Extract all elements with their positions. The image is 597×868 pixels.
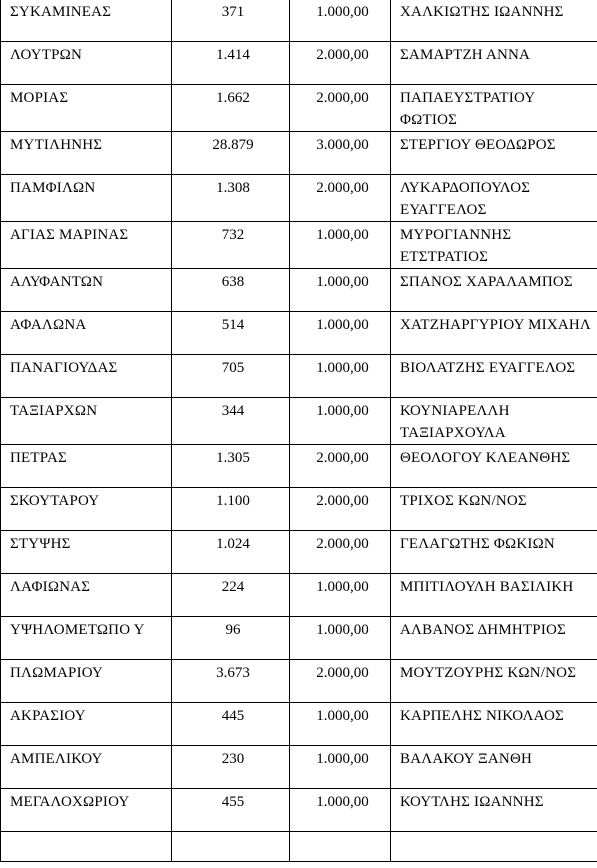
person-name-cell: ΚΟΥΤΛΗΣ ΙΩΑΝΝΗΣ bbox=[391, 789, 597, 832]
empty-cell bbox=[1, 832, 172, 862]
area-cell: ΑΚΡΑΣΙΟΥ bbox=[1, 703, 172, 746]
area-cell: ΣΚΟΥΤΑΡΟΥ bbox=[1, 488, 172, 531]
person-name-cell: ΠΑΠΑΕΥΣΤΡΑΤΙΟΥ ΦΩΤΙΟΣ bbox=[391, 85, 597, 132]
person-name-cell: ΚΑΡΠΕΛΗΣ ΝΙΚΟΛΑΟΣ bbox=[391, 703, 597, 746]
table-row bbox=[1, 355, 597, 398]
area-cell: ΠΑΜΦΙΛΩΝ bbox=[1, 175, 172, 222]
amount-cell: 2.000,00 bbox=[290, 85, 391, 132]
population-cell: 1.100 bbox=[172, 488, 290, 531]
person-name-cell: ΣΤΕΡΓΙΟΥ ΘΕΟΔΩΡΟΣ bbox=[391, 132, 597, 175]
area-cell: ΜΕΓΑΛΟΧΩΡΙΟΥ bbox=[1, 789, 172, 832]
amount-cell: 2.000,00 bbox=[290, 531, 391, 574]
area-cell: ΑΓΙΑΣ ΜΑΡΙΝΑΣ bbox=[1, 222, 172, 269]
table-row bbox=[1, 85, 597, 132]
amount-cell: 2.000,00 bbox=[290, 445, 391, 488]
population-cell: 1.662 bbox=[172, 85, 290, 132]
area-cell: ΤΑΞΙΑΡΧΩΝ bbox=[1, 398, 172, 445]
population-cell: 371 bbox=[172, 0, 290, 42]
population-cell: 455 bbox=[172, 789, 290, 832]
population-cell: 1.308 bbox=[172, 175, 290, 222]
person-name-cell: ΑΛΒΑΝΟΣ ΔΗΜΗΤΡΙΟΣ bbox=[391, 617, 597, 660]
area-cell: ΥΨΗΛΟΜΕΤΩΠΟ Υ bbox=[1, 617, 172, 660]
population-cell: 514 bbox=[172, 312, 290, 355]
person-name-cell: ΘΕΟΛΟΓΟΥ ΚΛΕΑΝΘΗΣ bbox=[391, 445, 597, 488]
empty-cell bbox=[172, 832, 290, 862]
person-name-cell: ΚΟΥΝΙΑΡΕΛΛΗ ΤΑΞΙΑΡΧΟΥΛΑ bbox=[391, 398, 597, 445]
person-name-cell: ΒΙΟΛΑΤΖΗΣ ΕΥΑΓΓΕΛΟΣ bbox=[391, 355, 597, 398]
table-row bbox=[1, 398, 597, 445]
amount-cell: 1.000,00 bbox=[290, 617, 391, 660]
area-cell: ΜΟΡΙΑΣ bbox=[1, 85, 172, 132]
population-cell: 28.879 bbox=[172, 132, 290, 175]
area-cell: ΑΛΥΦΑΝΤΩΝ bbox=[1, 269, 172, 312]
population-cell: 96 bbox=[172, 617, 290, 660]
person-name-cell: ΜΥΡΟΓΙΑΝΝΗΣ ΕΤΣΤΡΑΤΙΟΣ bbox=[391, 222, 597, 269]
area-cell: ΠΕΤΡΑΣ bbox=[1, 445, 172, 488]
amount-cell: 1.000,00 bbox=[290, 789, 391, 832]
person-name-cell: ΜΟΥΤΖΟΥΡΗΣ ΚΩΝ/ΝΟΣ bbox=[391, 660, 597, 703]
person-name-cell: ΓΕΛΑΓΩΤΗΣ ΦΩΚΙΩΝ bbox=[391, 531, 597, 574]
population-cell: 638 bbox=[172, 269, 290, 312]
table-row bbox=[1, 222, 597, 269]
area-cell: ΣΤΥΨΗΣ bbox=[1, 531, 172, 574]
amount-cell: 1.000,00 bbox=[290, 746, 391, 789]
amount-cell: 3.000,00 bbox=[290, 132, 391, 175]
amount-cell: 1.000,00 bbox=[290, 0, 391, 42]
amount-cell: 1.000,00 bbox=[290, 703, 391, 746]
population-cell: 1.305 bbox=[172, 445, 290, 488]
population-cell: 3.673 bbox=[172, 660, 290, 703]
area-cell: ΑΦΑΛΩΝΑ bbox=[1, 312, 172, 355]
person-name-cell: ΧΑΤΖΗΑΡΓΥΡΙΟΥ ΜΙΧΑΗΛ bbox=[391, 312, 597, 355]
table-row bbox=[1, 789, 597, 832]
empty-cell bbox=[391, 832, 597, 862]
amount-cell: 2.000,00 bbox=[290, 175, 391, 222]
person-name-cell: ΤΡΙΧΟΣ ΚΩΝ/ΝΟΣ bbox=[391, 488, 597, 531]
amount-cell: 1.000,00 bbox=[290, 355, 391, 398]
table-row bbox=[1, 617, 597, 660]
amount-cell: 1.000,00 bbox=[290, 269, 391, 312]
area-cell: ΠΛΩΜΑΡΙΟΥ bbox=[1, 660, 172, 703]
area-cell: ΛΑΦΙΩΝΑΣ bbox=[1, 574, 172, 617]
population-cell: 1.024 bbox=[172, 531, 290, 574]
table-row bbox=[1, 132, 597, 175]
person-name-cell: ΛΥΚΑΡΔΟΠΟΥΛΟΣ ΕΥΑΓΓΕΛΟΣ bbox=[391, 175, 597, 222]
table-row bbox=[1, 269, 597, 312]
amount-cell: 1.000,00 bbox=[290, 574, 391, 617]
table-row bbox=[1, 445, 597, 488]
amount-cell: 1.000,00 bbox=[290, 312, 391, 355]
table-row bbox=[1, 660, 597, 703]
table-row bbox=[1, 312, 597, 355]
amount-cell: 2.000,00 bbox=[290, 660, 391, 703]
area-cell: ΜΥΤΙΛΗΝΗΣ bbox=[1, 132, 172, 175]
area-cell: ΑΜΠΕΛΙΚΟΥ bbox=[1, 746, 172, 789]
population-cell: 705 bbox=[172, 355, 290, 398]
table-row bbox=[1, 42, 597, 85]
area-cell: ΣΥΚΑΜΙΝΕΑΣ bbox=[1, 0, 172, 42]
population-cell: 230 bbox=[172, 746, 290, 789]
amount-cell: 2.000,00 bbox=[290, 488, 391, 531]
empty-cell bbox=[290, 832, 391, 862]
table-row bbox=[1, 488, 597, 531]
population-cell: 344 bbox=[172, 398, 290, 445]
population-cell: 1.414 bbox=[172, 42, 290, 85]
person-name-cell: ΧΑΛΚΙΩΤΗΣ ΙΩΑΝΝΗΣ bbox=[391, 0, 597, 42]
table-row-partial bbox=[1, 832, 597, 862]
amount-cell: 2.000,00 bbox=[290, 42, 391, 85]
table-row bbox=[1, 746, 597, 789]
population-cell: 445 bbox=[172, 703, 290, 746]
table-body bbox=[1, 0, 597, 862]
table-row bbox=[1, 0, 597, 42]
person-name-cell: ΣΠΑΝΟΣ ΧΑΡΑΛΑΜΠΟΣ bbox=[391, 269, 597, 312]
table-row bbox=[1, 531, 597, 574]
amount-cell: 1.000,00 bbox=[290, 222, 391, 269]
table-row bbox=[1, 574, 597, 617]
area-cell: ΛΟΥΤΡΩΝ bbox=[1, 42, 172, 85]
person-name-cell: ΜΠΙΤΙΛΟΥΛΗ ΒΑΣΙΛΙΚΗ bbox=[391, 574, 597, 617]
table-row bbox=[1, 703, 597, 746]
population-cell: 224 bbox=[172, 574, 290, 617]
population-cell: 732 bbox=[172, 222, 290, 269]
person-name-cell: ΣΑΜΑΡΤΖΗ ΑΝΝΑ bbox=[391, 42, 597, 85]
amount-cell: 1.000,00 bbox=[290, 398, 391, 445]
table-row bbox=[1, 175, 597, 222]
person-name-cell: ΒΑΛΑΚΟΥ ΞΑΝΘΗ bbox=[391, 746, 597, 789]
area-cell: ΠΑΝΑΓΙΟΥΔΑΣ bbox=[1, 355, 172, 398]
